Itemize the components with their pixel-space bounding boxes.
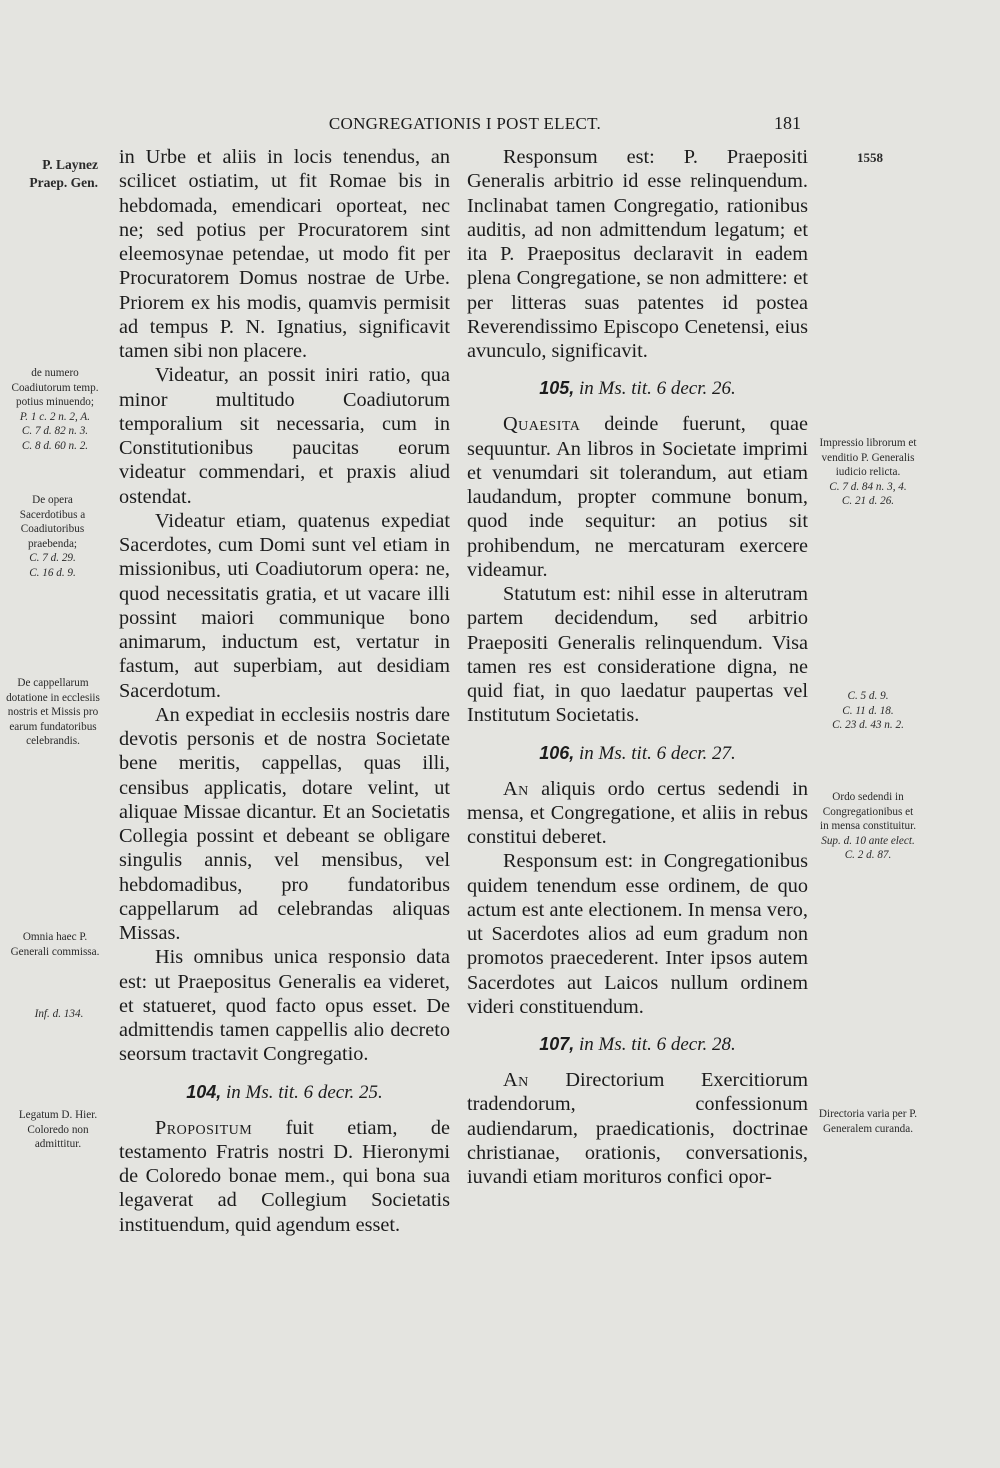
section-number: 107,	[539, 1034, 575, 1054]
margin-note-inf	[24, 1007, 94, 1022]
paragraph	[119, 1116, 450, 1237]
paragraph: in Urbe et aliis in locis tenendus, an scilicet ostiatim, ut fit Romae bis in hebdomada, emendicari oporteat, nec ne; sed potius per Procuratorem sint eleemosynae petendae, ut modo fit per Procuratorem Domus nostrae de Urbe. Priorem ex his modis, quamvis permisit ad tempus P. N. Ignatius, significavit tamen sibi non placere.	[119, 146, 450, 362]
paragraph-text: deinde fuerunt, quae sequuntur. An libros in Societate imprimi et venumdari sit tolerandum, aut etiam laudandum, propter commune bonum, quod inde sequitur: an potius sit prohibendum, ne mercaturam exercere videamur.	[467, 413, 808, 581]
section-heading-106	[467, 741, 808, 766]
paragraph	[467, 412, 808, 582]
section-source: in Ms. tit. 6 decr. 25.	[226, 1081, 383, 1103]
paragraph	[467, 777, 808, 850]
section-source: in Ms. tit. 6 decr. 27.	[579, 742, 736, 764]
margin-year: 1558	[857, 150, 883, 165]
margin-ref: C. 2 d. 87.	[844, 849, 892, 862]
paragraph: An expediat in ecclesiis nostris dare devotis personis et de nostra Societate bene meritis, cappellas, quas illi, censibus applicatis, dotare velint, ut aliquae Missae dicantur. Et an Societatis Collegia possint et debeant se obligare singulis annis, vel mensibus, vel hebdomadibus, pro fundatoribus cappellarum ad celebrandas aliquas Missas.	[119, 703, 450, 944]
lead-word: An	[503, 1069, 529, 1091]
paragraph-text: aliquis ordo certus sedendi in mensa, et Congregatione, et aliis in rebus constitui deberet.	[467, 777, 808, 848]
paragraph: Videatur etiam, quatenus expediat Sacerdotes, cum Domi sunt vel etiam in missionibus, uti Coadiutorum opera: ne, quod necessitatis gratia, et ut vacare illi possint maiori communique bono animarum, inductum est, vertatur in fastum, aut superbiam, aut desidiam Sacerdotum.	[119, 509, 450, 702]
margin-note-ordo	[818, 790, 918, 863]
margin-note-directoria: Directoria varia per P. Generalem curanda.	[818, 1108, 918, 1135]
margin-note-omnia: Omnia haec P. Generali commissa.	[10, 931, 100, 958]
margin-ref: Inf. d. 134.	[34, 1008, 84, 1020]
section-number: 104,	[186, 1081, 222, 1102]
margin-ref: C. 7 d. 29.	[29, 552, 76, 565]
margin-note-legatum: Legatum D. Hier. Coloredo non admittitur.	[18, 1109, 98, 1151]
section-number: 106,	[539, 742, 575, 763]
paragraph: Videatur, an possit iniri ratio, qua minor multitudo Coadiutorum temporalium sit necessaria, cum in Constitutionibus paucitas eorum videatur commendari, et praxis aliud ostendat.	[119, 364, 450, 508]
lead-word: An	[503, 777, 529, 800]
margin-note-author	[2, 156, 98, 191]
margin-note-opera	[5, 493, 100, 581]
margin-note-text: de numero Coadiutorum temp. potius minuendo;	[11, 367, 99, 409]
left-text-column	[119, 145, 450, 1237]
margin-ref: P. 1 c. 2 n. 2, A.	[19, 410, 91, 423]
margin-ref: C. 11 d. 18.	[842, 704, 894, 717]
paragraph: His omnibus unica responsio data est: ut Praepositus Generalis ea videret, et statueret, quod facto opus esset. De admittendis tamen cappellis alio decreto seorsum tractavit Congregatio.	[119, 946, 450, 1066]
margin-ref: C. 23 d. 43 n. 2.	[832, 719, 904, 732]
margin-note-refs	[818, 689, 918, 733]
paragraph: Responsum est: P. Praepositi Generalis arbitrio id esse relinquendum. Inclinabat tamen Congregatio, rationibus auditis, ad non admittendum legatum; et ita P. Praepositus declaravit in eadem plena Congregatione, se non admittere: et per litteras suas patentes id postea Reverendissimo Episcopo Cenetensi, eius avunculo, significavit.	[467, 146, 808, 362]
paragraph: Statutum est: nihil esse in alterutram partem decidendum, sed arbitrio Praepositi Generalis relinquendum. Visa tamen res est consideratione digna, ne quid fiat, in quo laedatur paupertas vel Institutum Societatis.	[467, 583, 808, 727]
margin-ref: C. 21 d. 26.	[841, 495, 895, 508]
lead-word: Quaesita	[503, 413, 581, 436]
margin-ref: Sup. d. 10 ante elect.	[821, 834, 915, 847]
running-title: CONGREGATIONIS I POST ELECT.	[328, 114, 602, 133]
section-number: 105,	[539, 378, 575, 399]
paragraph-text: Directorium Exercitiorum tradendorum, confessionum audiendarum, praedicationis, doctrinae christianae, orationis, conversationis, iuvandi etiam morituros confici opor-	[467, 1069, 808, 1188]
margin-note-text: Ordo sedendi in Congregationibus et in mensa constituitur.	[819, 791, 917, 833]
margin-author-title: Praep. Gen.	[29, 174, 98, 190]
margin-note-impressio	[818, 436, 918, 509]
margin-ref: C. 7 d. 82 n. 3.	[21, 425, 89, 438]
paragraph	[467, 1068, 808, 1189]
margin-note-cappellarum: De cappellarum dotatione in ecclesiis nostris et Missis pro earum fundatoribus celebrandis.	[6, 677, 100, 748]
margin-ref: C. 8 d. 60 n. 2.	[21, 439, 89, 452]
margin-note-text: Impressio librorum et venditio P. Generalis iudicio relicta.	[819, 437, 917, 479]
section-heading-104	[119, 1080, 450, 1105]
paragraph: Responsum est: in Congregationibus quidem tenendum esse ordinem, de quo actum est ante electionem. In mensa vero, ut Sacerdotes alios ad eum gradum non promotos praecederent. Inter ipsos autem Sacerdotes aut Laicos nullum ordinem videri constituendum.	[467, 850, 808, 1018]
section-heading-105	[467, 376, 808, 401]
lead-word: Propositum	[155, 1116, 253, 1139]
paragraph-text: fuit etiam, de testamento Fratris nostri D. Hieronymi de Coloredo bonae mem., qui bona sua legaverat ad Collegium Societatis instituendum, quid agendum esset.	[119, 1116, 450, 1236]
section-source: in Ms. tit. 6 decr. 26.	[579, 378, 736, 400]
right-text-column	[467, 145, 808, 1189]
margin-author-name: P. Laynez	[42, 157, 98, 172]
margin-note-numero	[10, 366, 100, 454]
section-source: in Ms. tit. 6 decr. 28.	[579, 1034, 736, 1055]
margin-ref: C. 7 d. 84 n. 3, 4.	[829, 480, 907, 493]
page-number: 181	[774, 113, 801, 133]
margin-note-text: De opera Sacerdotibus a Coadiutoribus praebenda;	[19, 494, 86, 550]
section-heading-107	[467, 1032, 808, 1057]
margin-ref: C. 5 d. 9.	[847, 690, 889, 702]
margin-ref: C. 16 d. 9.	[29, 566, 76, 579]
